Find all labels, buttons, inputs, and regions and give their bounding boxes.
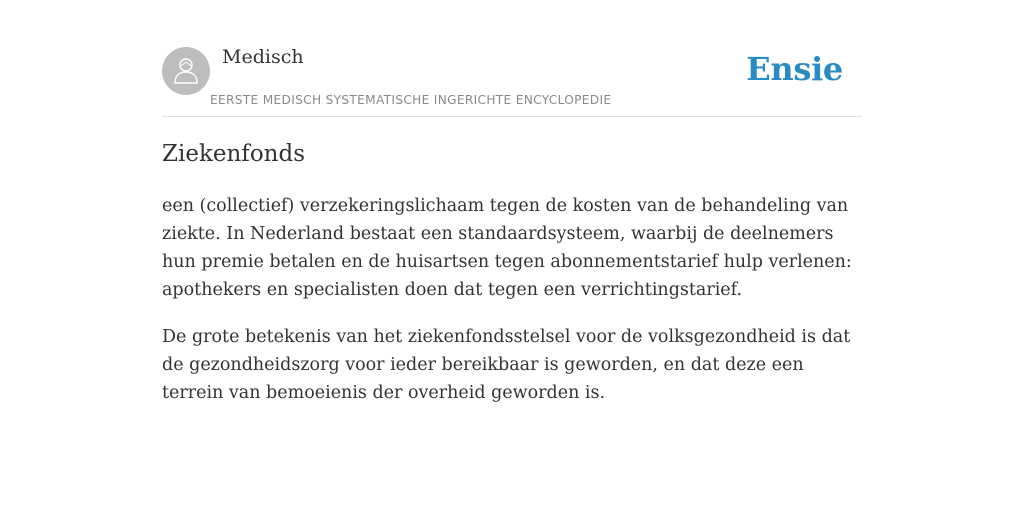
- article-paragraph: De grote betekenis van het ziekenfondsstelsel voor de volksgezondheid is dat de gezondheidszorg voor ieder bereikbaar is geworden, en dat deze een terrein van bemoeienis der overheid geworden is.: [162, 327, 851, 403]
- avatar[interactable]: [162, 47, 210, 95]
- article-paragraph: een (collectief) verzekeringslichaam tegen de kosten van de behandeling van ziekte. In Nederland bestaat een standaardsysteem, waarbij de deelnemers hun premie betalen en de huisartsen tegen abonnementstarief hulp verlenen: apothekers en specialisten doen dat tegen een verrichtingstarief.: [162, 196, 852, 300]
- source-subtitle: EERSTE MEDISCH SYSTEMATISCHE INGERICHTE ENCYCLOPEDIE: [210, 93, 612, 107]
- article: [162, 138, 862, 407]
- article-title: Ziekenfonds: [162, 141, 306, 167]
- source-name[interactable]: Medisch: [222, 46, 304, 68]
- header: [162, 46, 862, 117]
- user-silhouette-icon: [174, 57, 198, 85]
- brand-logo[interactable]: Ensie: [746, 50, 843, 88]
